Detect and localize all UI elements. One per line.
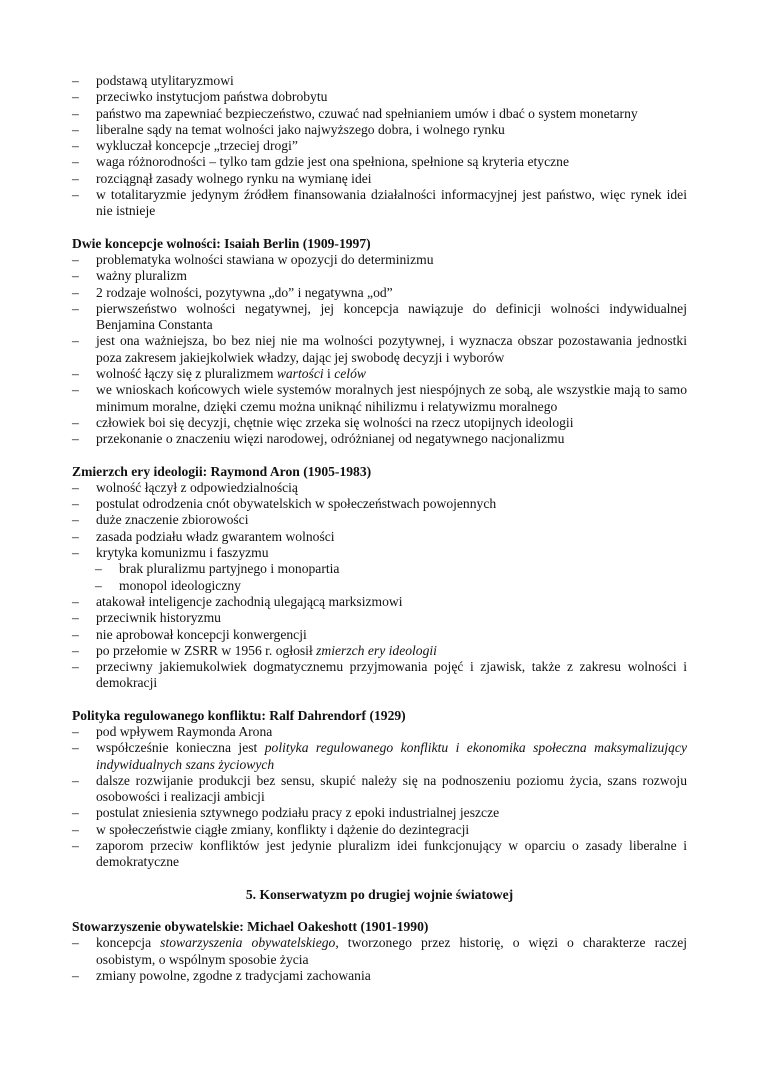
dash-bullet: – (72, 512, 79, 528)
dash-bullet: – (72, 105, 79, 121)
dash-bullet: – (72, 414, 79, 430)
dash-bullet: – (72, 740, 79, 756)
bullet-list-berlin (72, 252, 687, 448)
dash-bullet: – (95, 561, 102, 577)
list-item: – pierwszeństwo wolności negatywnej, jej koncepcja nawiązuje do definicji wolności indywidualnej Benjamina Constanta (72, 300, 687, 333)
dash-bullet: – (72, 496, 79, 512)
list-item: – w społeczeństwie ciągłe zmiany, konflikty i dążenie do dezintegracji (72, 821, 470, 837)
list-item: – pod wpływem Raymonda Arona (72, 723, 273, 739)
list-item: – waga różnorodności – tylko tam gdzie jest ona spełniona, spełnione są kryteria etyczne (72, 154, 569, 170)
list-item: – krytyka komunizmu i faszyzmu (72, 545, 269, 561)
list-item: – duże znaczenie zbiorowości (72, 512, 249, 528)
dash-bullet: – (72, 967, 79, 983)
section-title-conservatism: 5. Konserwatyzm po drugiej wojnie światowej (245, 886, 514, 902)
list-item: – współcześnie konieczna jest polityka regulowanego konfliktu i ekonomika społeczna maksymalizujący indywidualnych szans życiowych (72, 740, 687, 772)
section-heading-dahrendorf: Polityka regulowanego konfliktu: Ralf Dahrendorf (1929) (72, 707, 406, 723)
sub-list-item: – brak pluralizmu partyjnego i monopartia (95, 561, 340, 577)
list-item: – człowiek boi się decyzji, chętnie więc zrzeka się wolności na rzecz utopijnych ideologii (72, 414, 574, 430)
dash-bullet: – (72, 723, 79, 739)
list-item: – przeciwko instytucjom państwa dobrobytu (72, 89, 328, 105)
dash-bullet: – (72, 268, 79, 284)
dash-bullet: – (72, 838, 79, 854)
section-heading-oakeshott: Stowarzyszenie obywatelskie: Michael Oakeshott (1901-1990) (72, 918, 429, 934)
dash-bullet: – (72, 170, 79, 186)
list-item: – jest ona ważniejsza, bo bez niej nie ma wolności pozytywnej, i wyznacza obszar pozostawania jednostki poza zakresem jakiejkolwiek władzy, dając jej swobodę decyzji i wyborów (72, 333, 687, 365)
list-item: – przekonanie o znaczeniu więzi narodowej, odróżnianej od negatywnego nacjonalizmu (72, 431, 565, 447)
dash-bullet: – (72, 300, 79, 316)
bullet-list-dahrendorf (72, 724, 687, 871)
dash-bullet: – (72, 821, 79, 837)
dash-bullet: – (72, 382, 79, 398)
list-item: – podstawą utylitaryzmowi (72, 73, 234, 88)
dash-bullet: – (72, 479, 79, 495)
list-item: – zmiany powolne, zgodne z tradycjami zachowania (72, 967, 371, 983)
dash-bullet: – (72, 545, 79, 561)
section-heading-aron: Zmierzch ery ideologii: Raymond Aron (1905-1983) (72, 463, 372, 479)
list-item: – po przełomie w ZSRR w 1956 r. ogłosił zmierzch ery ideologii (72, 642, 437, 658)
dash-bullet: – (72, 642, 79, 658)
list-item: – postulat odrodzenia cnót obywatelskich w społeczeństwach powojennych (72, 496, 497, 512)
list-item: – wykluczał koncepcje „trzeciej drogi” (72, 138, 298, 154)
list-item: – liberalne sądy na temat wolności jako najwyższego dobra, i wolnego rynku (72, 121, 505, 137)
list-item: – koncepcja stowarzyszenia obywatelskiego, tworzonego przez historię, o więzi o charakterze raczej osobistym, o wspólnym sposobie życia (72, 935, 688, 967)
dash-bullet: – (72, 593, 79, 609)
bullet-list-aron (72, 480, 687, 692)
bullet-list-oakeshott (72, 935, 687, 984)
list-item: – problematyka wolności stawiana w opozycji do determinizmu (72, 251, 434, 267)
dash-bullet: – (72, 528, 79, 544)
dash-bullet: – (72, 121, 79, 137)
dash-bullet: – (72, 610, 79, 626)
dash-bullet: – (95, 577, 102, 593)
sub-list-item: – monopol ideologiczny (95, 577, 241, 593)
list-item: – wolność łączył z odpowiedzialnością (72, 479, 298, 495)
dash-bullet: – (72, 284, 79, 300)
bullet-list-top (72, 73, 687, 220)
list-item: – zasada podziału władz gwarantem wolności (72, 528, 335, 544)
dash-bullet: – (72, 154, 79, 170)
dash-bullet: – (72, 89, 79, 105)
list-item: – 2 rodzaje wolności, pozytywna „do” i negatywna „od” (72, 284, 393, 300)
dash-bullet: – (72, 73, 79, 88)
list-item: – zaporom przeciw konfliktów jest jedynie pluralizm idei funkcjonujący w oparciu o zasady liberalne i demokratyczne (72, 838, 687, 870)
dash-bullet: – (72, 626, 79, 642)
text-column (72, 73, 687, 984)
dash-bullet: – (72, 366, 79, 382)
dash-bullet: – (72, 187, 79, 203)
list-item: – dalsze rozwijanie produkcji bez sensu, skupić należy się na podnoszeniu poziomu życia, szans rozwoju osobowości i realizacji ambicji (72, 772, 687, 805)
list-item: – nie aprobował koncepcji konwergencji (72, 626, 307, 642)
list-item: – rozciągnął zasady wolnego rynku na wymianę idei (72, 170, 372, 186)
section-heading-berlin: Dwie koncepcje wolności: Isaiah Berlin (1909-1997) (72, 235, 371, 251)
dash-bullet: – (72, 333, 79, 349)
list-item: – ważny pluralizm (72, 268, 187, 284)
dash-bullet: – (72, 805, 79, 821)
dash-bullet: – (72, 659, 79, 675)
dash-bullet: – (72, 431, 79, 447)
list-item: – państwo ma zapewniać bezpieczeństwo, czuwać nad spełnianiem umów i dbać o system monetarny (72, 105, 638, 121)
list-item: – przeciwnik historyzmu (72, 610, 221, 626)
list-item: – we wnioskach końcowych wiele systemów moralnych jest niespójnych ze sobą, ale wszystkie mają to samo minimum moralne, dzięki czemu można uniknąć nihilizmu i relatywizmu moralnego (72, 382, 687, 414)
list-item: – postulat zniesienia sztywnego podziału pracy z epoki industrialnej jeszcze (72, 805, 500, 821)
list-item: – atakował inteligencje zachodnią ulegającą marksizmowi (72, 593, 403, 609)
list-item: – przeciwny jakiemukolwiek dogmatycznemu przyjmowania pojęć i zjawisk, także z zakresu wolności i demokracji (72, 659, 687, 691)
list-item: – w totalitaryzmie jedynym źródłem finansowania działalności informacyjnej jest państwo, więc rynek idei nie istnieje (72, 187, 687, 219)
dash-bullet: – (72, 772, 79, 788)
dash-bullet: – (72, 138, 79, 154)
dash-bullet: – (72, 251, 79, 267)
list-item: – wolność łączy się z pluralizmem wartości i celów (72, 366, 366, 382)
dash-bullet: – (72, 935, 79, 951)
